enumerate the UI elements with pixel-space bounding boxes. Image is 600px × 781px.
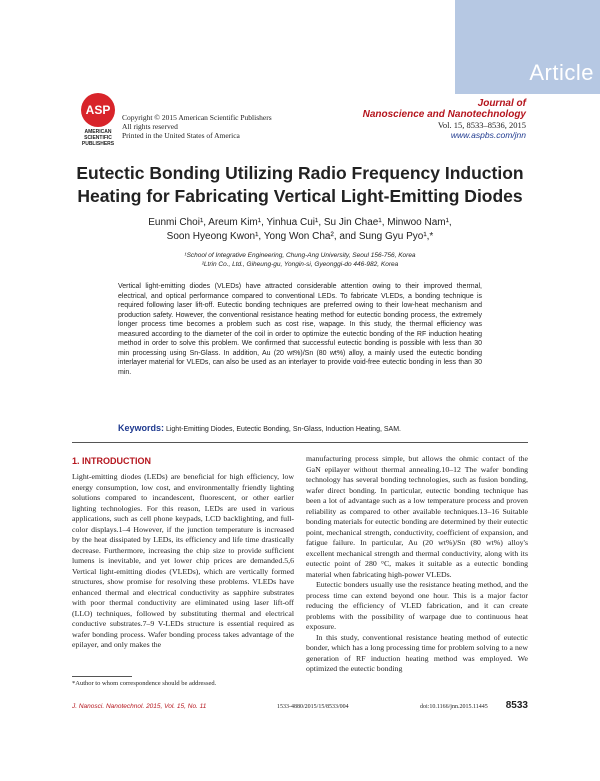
paragraph: Light-emitting diodes (LEDs) are beneficial for high efficiency, low energy consumption, low cost, and environmentally friendly lighting solutions compared to incandescent, fluorescent, or other earlier lighting technologies. For this reason, LEDs are used in various applications, such as cell phone keypads, LCD backlighting, and full-color displays.1–4 However, if the junction temperature is increased by the heat dissipated by LEDs, its efficiency and life time drastically decrease. Furthermore, increasing the chip size to provide sufficient lumens is inevitable, and yet lower chip prices are demanded.5,6 Vertical light-emitting diodes (VLEDs), which are vertically formed structures, show promise for resolving these problems. VLEDs have enhanced thermal and electrical conductivity as sapphire substrates with poor thermal conductivity are eliminated using laser lift-off (LLO) techniques, followed by substituting thermal and electrical conductive substrates.7–9 V-LEDs structure is essential required as wafer bonding process. Wafer bonding process takes advantage of the epilayer, and only makes the	[72, 472, 294, 649]
paper-title: Eutectic Bonding Utilizing Radio Frequency Induction Heating for Fabricating Vertical Light-Emitting Diodes	[76, 163, 524, 206]
body-column-left	[72, 472, 294, 651]
footnote: *Author to whom correspondence should be addressed.	[72, 680, 217, 687]
logo-subtext: AMERICAN SCIENTIFIC PUBLISHERS	[81, 129, 115, 147]
keywords	[118, 423, 482, 433]
keywords-label: Keywords:	[118, 423, 165, 433]
copyright-notice: Copyright © 2015 American Scientific Publishers All rights reserved Printed in the United States of America	[122, 113, 272, 140]
article-type-tab	[455, 0, 600, 94]
affiliations: ¹School of Integrative Engineering, Chung-Ang University, Seoul 156-756, Korea ²Ltrin Co., Ltd., Giheung-gu, Yongin-si, Gyeonggi-do 446-982, Korea	[184, 252, 416, 268]
footer-journal-ref: J. Nanosci. Nanotechnol. 2015, Vol. 15, No. 11	[72, 703, 207, 710]
journal-volume: Vol. 15, 8533–8536, 2015	[437, 120, 526, 130]
body-column-right	[306, 454, 528, 675]
footer-issn: 1533-4880/2015/15/8533/004	[277, 704, 349, 710]
paragraph: Eutectic bonders usually use the resistance heating method, and the process time can extend beyond one hour. This is a major factor reducing the efficiency of VLED fabrication, and it can create problems with the possibility of warpage due to continuous heat exposure.	[306, 580, 528, 631]
author-list: Eunmi Choi¹, Areum Kim¹, Yinhua Cui¹, Su Jin Chae¹, Minwoo Nam¹, Soon Hyeong Kwon¹, Yong Won Cha², and Sung Gyu Pyo¹,*	[148, 217, 452, 242]
page-number: 8533	[505, 700, 528, 711]
journal-url[interactable]: www.aspbs.com/jnn	[450, 130, 526, 140]
article-label: Article	[529, 60, 594, 85]
section-heading: 1. INTRODUCTION	[72, 456, 152, 466]
keywords-list: Light-Emitting Diodes, Eutectic Bonding, Sn-Glass, Induction Heating, SAM.	[165, 426, 401, 433]
abstract: Vertical light-emitting diodes (VLEDs) have attracted considerable attention owing to their improved thermal, electrical, and optical performance compared to conventional LEDs. To fabricate VLEDs, a bonding technique is required following laser lift-off. Eutectic bonding techniques are preferred owing to their low-heat mechanism and production safety. However, the conventional resistance heating method for eutectic bonding process, the extremely longer process time becomes a problem such as cost rise, wapage. In this study, the thermal efficiency was measured according to the diameter of the coil in order to optimize the eutectic bonding of the RF induction heating method in order to solve this problem. We confirmed that successful eutectic bonding is possible with less than 30 min processing using Sn-Glass. In addition, Au (20 wt%)/Sn (80 wt%) alloy, a mainly used the eutectic bonding interlayer material for VLEDs, can also be used as an interlayer to provide void-free eutectic bonding in less than 30 min.	[118, 283, 482, 376]
footnote-divider	[72, 676, 132, 677]
footer-doi: doi:10.1166/jnn.2015.11445	[420, 704, 488, 710]
logo-mark: ASP	[81, 93, 115, 127]
journal-name-line1: Journal of	[477, 98, 526, 109]
paragraph: manufacturing process simple, but allows the ohmic contact of the GaN epilayer without thermal annealing.10–12 The wafer bonding technology has several bonding technologies, such as fusion bonding, wafer direct bonding. In particular, eutectic bonding technique has been a lot of advantage such as a low temperature process and proven reliability as compared to other available techniques.13–16 Suitable bonding materials for eutectic bonding are determined by their eutectic point, mechanical strength, conductivity, coefficient of expansion, and fatigue failure. In particular, Au (20 wt%)/Sn (80 wt%) alloy's excellent mechanical strength and thermal conductivity, along with its eutectic point of 280 °C, makes it suitable as a eutectic bonding material when fabricating high-power VLEDs.	[306, 454, 528, 579]
paragraph: In this study, conventional resistance heating method of eutectic bonder, which has a long processing time for problem solving to a new generation of RF induction heating method was employed. We optimized the eutectic bonding	[306, 632, 528, 673]
header-divider	[72, 442, 528, 443]
publisher-logo	[76, 93, 120, 147]
journal-info	[363, 98, 526, 140]
journal-name-line2: Nanoscience and Nanotechnology	[362, 109, 526, 120]
